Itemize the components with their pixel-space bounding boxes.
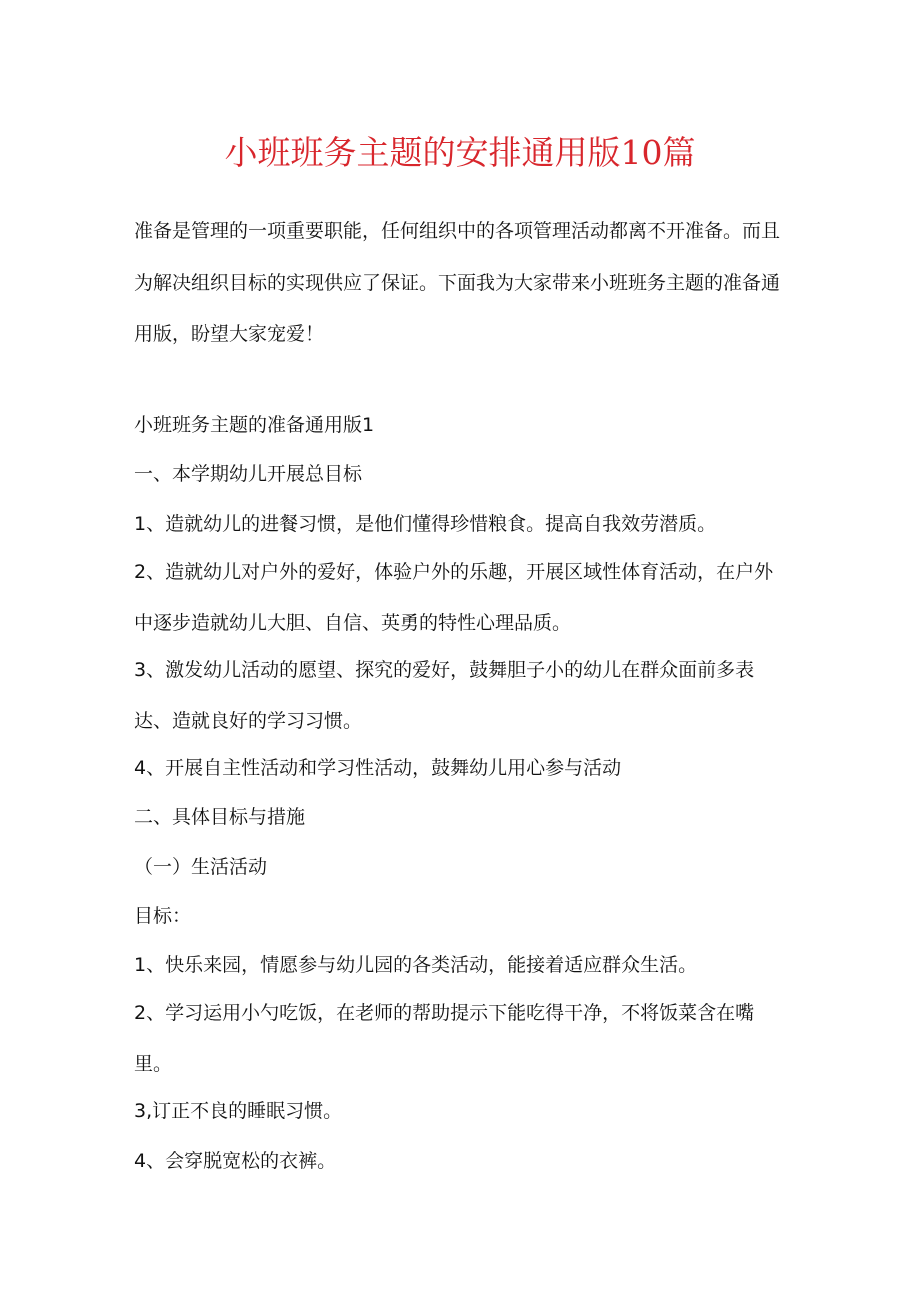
part1-heading: 一、本学期幼儿开展总目标 (134, 463, 363, 485)
goal-4: 4、开展自主性活动和学习性活动，鼓舞幼儿用心参与活动 (134, 757, 622, 779)
sub1-heading: （一）生活活动 (134, 856, 268, 878)
targets-label: 目标： (134, 905, 192, 927)
target-item-2: 2、学习运用小勺吃饭，在老师的帮助提示下能吃得干净，不将饭菜含在嘴里。 (134, 1002, 755, 1075)
target-item-3: 3,订正不良的睡眠习惯。 (134, 1100, 343, 1122)
intro-paragraph: 准备是管理的一项重要职能，任何组织中的各项管理活动都离不开准备。而且为解决组织目标的实现供应了保证。下面我为大家带来小班班务主题的准备通用版，盼望大家宠爱！ (134, 220, 781, 345)
target-item-4: 4、会穿脱宽松的衣裤。 (134, 1150, 337, 1172)
goal-2: 2、造就幼儿对户外的爱好，体验户外的乐趣，开展区域性体育活动，在户外中逐步造就幼儿大胆、自信、英勇的特性心理品质。 (134, 561, 774, 634)
goal-1: 1、造就幼儿的进餐习惯，是他们懂得珍惜粮食。提高自我效劳潜质。 (134, 513, 717, 535)
document-title: 小班班务主题的安排通用版10篇 (224, 133, 696, 172)
part2-heading: 二、具体目标与措施 (134, 806, 306, 828)
target-item-1: 1、快乐来园，情愿参与幼儿园的各类活动，能接着适应群众生活。 (134, 954, 698, 976)
section-heading: 小班班务主题的准备通用版1 (134, 414, 375, 436)
goal-3: 3、激发幼儿活动的愿望、探究的爱好，鼓舞胆子小的幼儿在群众面前多表达、造就良好的学习习惯。 (134, 659, 755, 732)
